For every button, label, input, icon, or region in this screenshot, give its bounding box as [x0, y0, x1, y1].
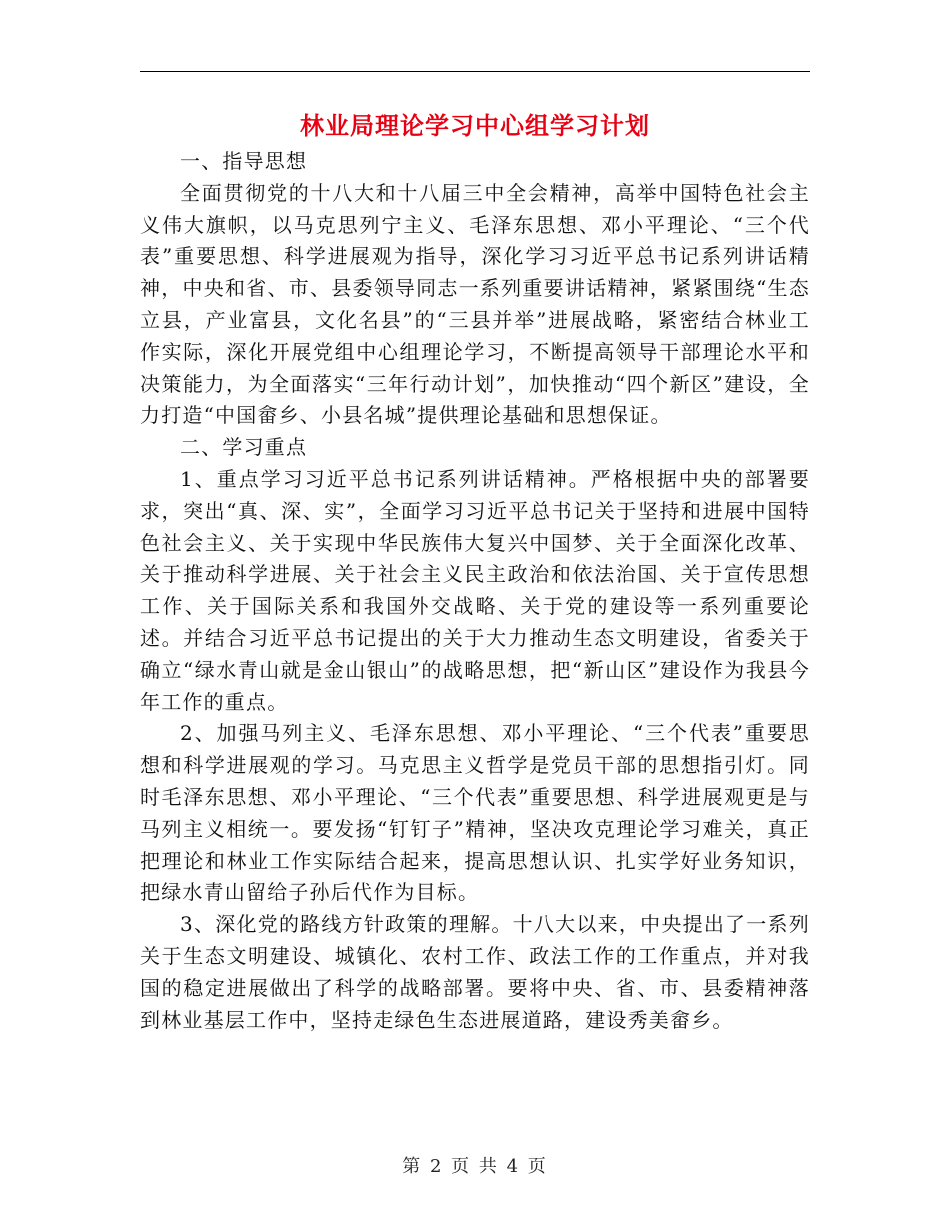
section-heading-study-focus: 二、学习重点 — [180, 435, 308, 460]
paragraph-focus-1: 1、重点学习习近平总书记系列讲话精神。严格根据中央的部署要求，突出“真、深、实”，全面学习习近平总书记关于坚持和进展中国特色社会主义、关于实现中华民族伟大复兴中国梦、关于全面深化改革、关于推动科学进展、关于社会主义民主政治和依法治国、关于宣传思想工作、关于国际关系和我国外交战略、关于党的建设等一系列重要论述。并结合习近平总书记提出的关于大力推动生态文明建设，省委关于确立“绿水青山就是金山银山”的战略思想，把“新山区”建设作为我县今年工作的重点。 — [140, 466, 810, 714]
section-heading-guiding-thought: 一、指导思想 — [180, 149, 308, 173]
paragraph-focus-3: 3、深化党的路线方针政策的理解。十八大以来，中央提出了一系列关于生态文明建设、城镇化、农村工作、政法工作的工作重点，并对我国的稳定进展做出了科学的战略部署。要将中央、省、市、县委精神落到林业基层工作中，坚持走绿色生态进展道路，建设秀美畲乡。 — [140, 912, 810, 1032]
page-footer: 第 2 页 共 4 页 — [402, 1156, 548, 1177]
paragraph-guiding-thought: 全面贯彻党的十八大和十八届三中全会精神，高举中国特色社会主义伟大旗帜，以马克思列宁主义、毛泽东思想、邓小平理论、“三个代表”重要思想、科学进展观为指导，深化学习习近平总书记系列讲话精神，中央和省、市、县委领导同志一系列重要讲话精神，紧紧围绕“生态立县，产业富县，文化名县”的“三县并举”进展战略，紧密结合林业工作实际，深化开展党组中心组理论学习，不断提高领导干部理论水平和决策能力，为全面落实“三年行动计划”，加快推动“四个新区”建设，全力打造“中国畲乡、小县名城”提供理论基础和思想保证。 — [140, 180, 810, 428]
document-body — [140, 146, 810, 1036]
header-rule — [140, 71, 810, 72]
paragraph-focus-2: 2、加强马列主义、毛泽东思想、邓小平理论、“三个代表”重要思想和科学进展观的学习。马克思主义哲学是党员干部的思想指引灯。同时毛泽东思想、邓小平理论、“三个代表”重要思想、科学进展观更是与马列主义相统一。要发扬“钉钉子”精神，坚决攻克理论学习难关，真正把理论和林业工作实际结合起来，提高思想认识、扎实学好业务知识，把绿水青山留给子孙后代作为目标。 — [140, 721, 810, 905]
document-title: 林业局理论学习中心组学习计划 — [300, 111, 650, 140]
